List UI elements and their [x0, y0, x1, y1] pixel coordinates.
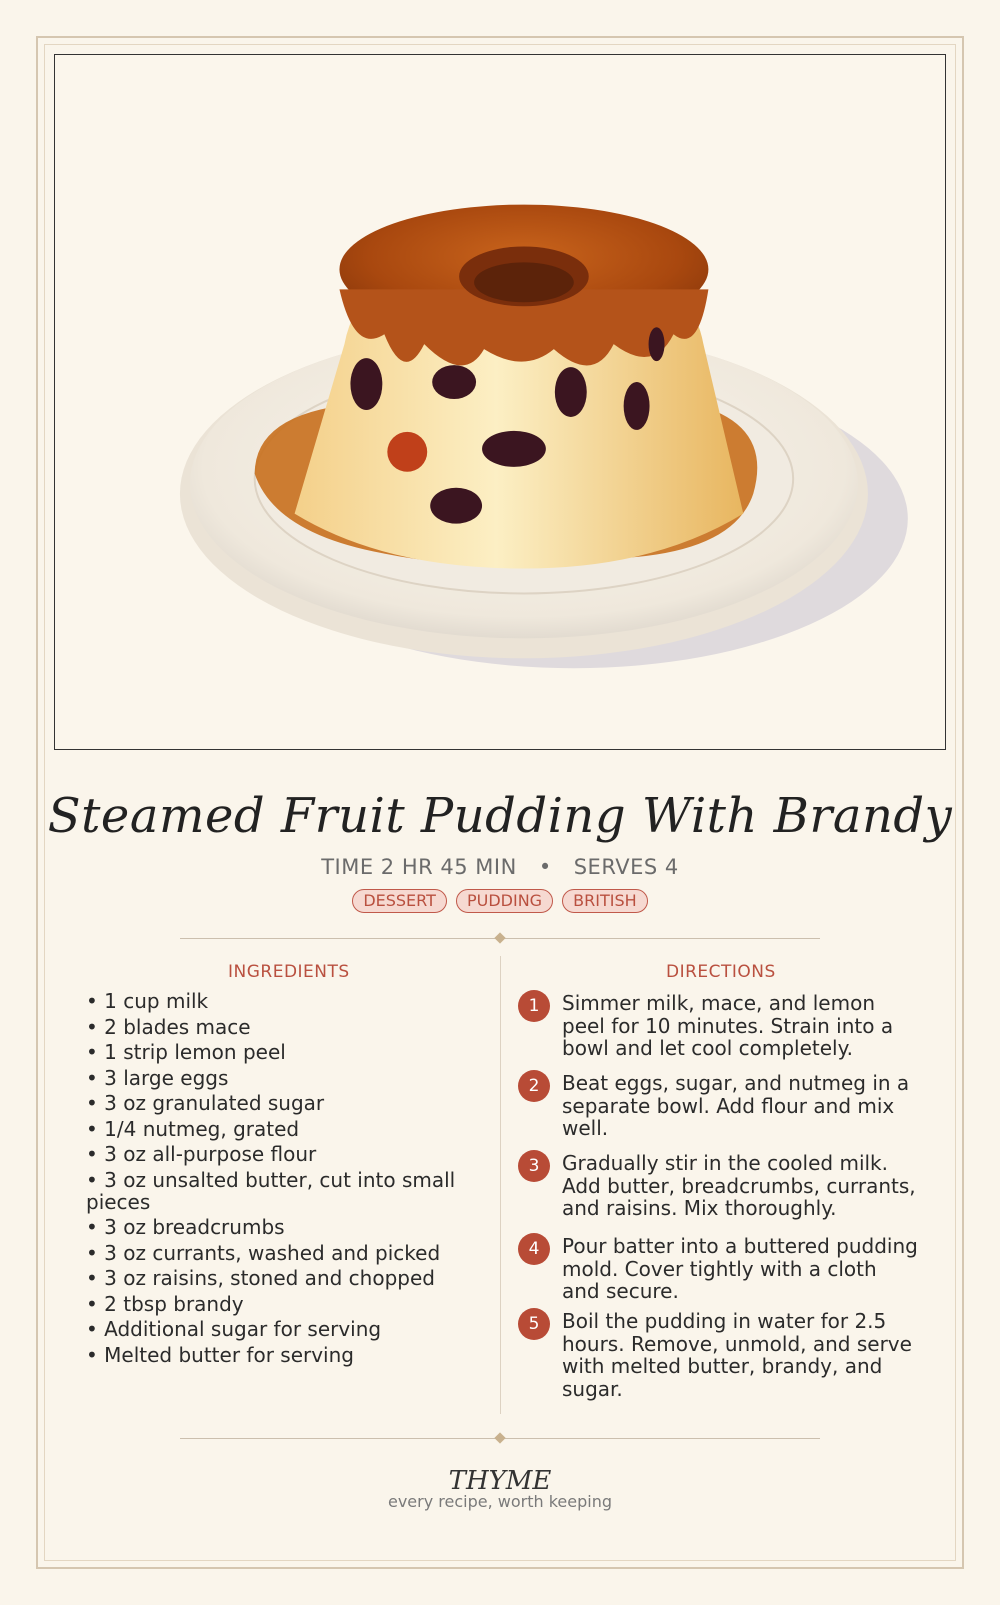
meta-separator: •: [538, 855, 552, 879]
step-text: Beat eggs, sugar, and nutmeg in a separate bowl. Add flour and mix well.: [562, 1071, 910, 1140]
list-item: • 1/4 nutmeg, grated: [86, 1118, 466, 1140]
pudding-illustration: [54, 54, 946, 750]
list-item: • 2 blades mace: [86, 1016, 466, 1038]
step-number: 5: [518, 1308, 550, 1340]
step-number: 1: [518, 990, 550, 1022]
column-divider: [500, 956, 501, 1414]
list-item: • 3 oz breadcrumbs: [86, 1216, 466, 1238]
list-item: • Melted butter for serving: [86, 1344, 466, 1366]
cook-time: TIME 2 HR 45 MIN: [321, 855, 517, 879]
list-item: • 3 oz unsalted butter, cut into small pieces: [86, 1169, 466, 1213]
step-text: Pour batter into a buttered pudding mold. Cover tightly with a cloth and secure.: [562, 1234, 918, 1303]
servings: SERVES 4: [573, 855, 679, 879]
step-text: Simmer milk, mace, and lemon peel for 10 minutes. Strain into a bowl and let cool completely.: [562, 991, 894, 1060]
brand-tagline: every recipe, worth keeping: [387, 1492, 612, 1511]
list-item: • 1 cup milk: [86, 990, 466, 1012]
step-number: 4: [518, 1233, 550, 1265]
ingredients-list: [86, 990, 466, 1369]
list-item: • 1 strip lemon peel: [86, 1041, 466, 1063]
step-text: Boil the pudding in water for 2.5 hours. Remove, unmold, and serve with melted butter, brandy, and sugar.: [562, 1309, 912, 1401]
step-number: 2: [518, 1070, 550, 1102]
brand-logo: THYME: [448, 1466, 552, 1496]
tag-list: [0, 889, 1000, 913]
list-item: • 2 tbsp brandy: [86, 1293, 466, 1315]
ingredients-heading: INGREDIENTS: [228, 962, 350, 982]
list-item: • 3 oz currants, washed and picked: [86, 1242, 466, 1264]
directions-heading: DIRECTIONS: [666, 962, 776, 982]
list-item: • 3 oz granulated sugar: [86, 1092, 466, 1114]
tag-dessert[interactable]: DESSERT: [352, 889, 447, 913]
recipe-title: Steamed Fruit Pudding With Brandy: [47, 788, 953, 844]
list-item: • Additional sugar for serving: [86, 1318, 466, 1340]
list-item: • 3 oz all-purpose flour: [86, 1143, 466, 1165]
tag-british[interactable]: BRITISH: [562, 889, 648, 913]
recipe-meta: [0, 855, 1000, 879]
tag-pudding[interactable]: PUDDING: [456, 889, 553, 913]
list-item: • 3 large eggs: [86, 1067, 466, 1089]
step-text: Gradually stir in the cooled milk. Add butter, breadcrumbs, currants, and raisins. Mix thoroughly.: [562, 1151, 916, 1220]
list-item: • 3 oz raisins, stoned and chopped: [86, 1267, 466, 1289]
step-number: 3: [518, 1150, 550, 1182]
